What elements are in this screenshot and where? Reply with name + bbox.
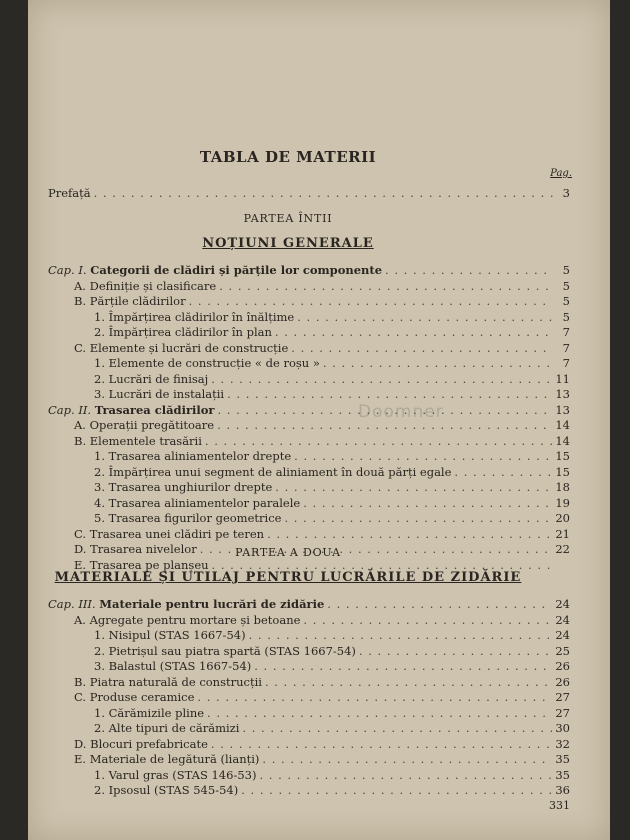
entry-page: 22	[555, 542, 570, 556]
entry-page: 32	[555, 736, 570, 751]
toc-entry	[48, 721, 570, 735]
entry-page: 20	[555, 511, 570, 525]
toc-entry	[48, 387, 570, 401]
entry-page: 24	[555, 612, 570, 627]
leader-dots	[275, 325, 553, 339]
toc-entry	[48, 356, 570, 370]
toc-entry	[48, 783, 570, 797]
toc-entry	[48, 434, 570, 448]
leader-dots	[217, 403, 552, 417]
entry-page: 5	[562, 278, 570, 293]
leader-dots	[323, 356, 553, 370]
toc-entry	[48, 613, 570, 627]
entry-page: 26	[555, 674, 570, 689]
toc-entry	[48, 341, 570, 355]
leader-dots	[200, 542, 553, 556]
leader-dots	[207, 706, 552, 720]
entry-title: D. Blocuri prefabricate	[74, 736, 208, 751]
entry-page: 11	[555, 371, 570, 386]
entry-title: C. Elemente și lucrări de construcție	[74, 340, 289, 355]
entry-page: 15	[555, 464, 570, 479]
entry-title: Prefață	[48, 186, 91, 200]
leader-dots	[359, 644, 552, 658]
part-one-label: PARTEA ÎNTII	[243, 212, 333, 225]
entry-page: 35	[555, 767, 570, 782]
entry-title: 2. Ipsosul (STAS 545-54)	[94, 783, 239, 797]
toc-entry	[48, 675, 570, 689]
toc-entry	[48, 690, 570, 704]
part-one-heading: NOȚIUNI GENERALE	[202, 236, 374, 251]
leader-dots	[259, 768, 552, 782]
entry-title	[48, 263, 382, 277]
entry-page: 19	[555, 495, 570, 510]
entry-title: 1. Elemente de construcție « de roșu »	[94, 356, 320, 370]
chapter-number: Cap. II.	[48, 402, 95, 417]
entry-title: 4. Trasarea aliniamentelor paralele	[94, 495, 301, 510]
leader-dots	[197, 690, 552, 704]
entry-title: 2. Pietrișul sau piatra spartă (STAS 1667-54)	[94, 643, 356, 658]
toc-entry	[48, 496, 570, 510]
leader-dots	[291, 341, 553, 355]
toc-entry	[48, 597, 570, 611]
entry-title: 3. Balastul (STAS 1667-54)	[94, 659, 252, 673]
entry-page: 14	[555, 433, 570, 448]
leader-dots	[189, 294, 553, 308]
entry-title: B. Părțile clădirilor	[74, 294, 186, 308]
entry-title: A. Agregate pentru mortare și betoane	[74, 612, 301, 627]
leader-dots	[254, 659, 552, 673]
toc-entry	[48, 768, 570, 782]
chapter-number: Cap. III.	[48, 597, 100, 611]
leader-dots	[262, 752, 552, 766]
entry-page: 24	[555, 597, 570, 611]
toc-entry	[48, 449, 570, 463]
entry-title: D. Trasarea nivelelor	[74, 542, 197, 556]
entry-title: 1. Cărămizile pline	[94, 705, 205, 720]
entry-title: B. Piatra naturală de construcții	[74, 674, 262, 689]
entry-page: 24	[555, 628, 570, 642]
leader-dots	[205, 434, 552, 448]
entry-title: 2. Lucrări de finisaj	[94, 371, 209, 386]
entry-page: 5	[562, 263, 570, 277]
chapter-title: Trasarea clădirilor	[94, 402, 215, 417]
entry-title: 1. Varul gras (STAS 146-53)	[94, 767, 257, 782]
toc-entry	[48, 480, 570, 494]
leader-dots	[265, 675, 552, 689]
page-title: TABLA DE MATERII	[199, 148, 377, 166]
leader-dots	[385, 263, 553, 277]
toc-entry	[48, 403, 570, 417]
leader-dots	[454, 465, 552, 479]
entry-page: 36	[555, 783, 570, 797]
entry-page: 25	[555, 643, 570, 658]
entry-title: 1. Nisipul (STAS 1667-54)	[94, 628, 246, 642]
entry-page: 7	[562, 325, 570, 339]
toc-entry	[48, 418, 570, 432]
toc-entry	[48, 542, 570, 556]
entry-title: 2. Împărțirea clădirilor în plan	[94, 325, 272, 339]
leader-dots	[241, 783, 552, 797]
leader-dots	[249, 628, 553, 642]
leader-dots	[211, 372, 552, 386]
entry-title: 3. Lucrări de instalații	[94, 387, 225, 401]
entry-title: 1. Împărțirea clădirilor în înălțime	[94, 309, 295, 324]
entry-page: 13	[555, 387, 570, 401]
leader-dots	[217, 418, 552, 432]
entry-page: 27	[555, 690, 570, 704]
entry-page: 30	[555, 721, 570, 735]
part-two-label: PARTEA A DOUA	[235, 546, 341, 559]
entry-title: B. Elementele trasării	[74, 433, 202, 448]
toc-entry	[48, 511, 570, 525]
toc-entry	[48, 294, 570, 308]
leader-dots	[275, 480, 552, 494]
entry-title: 2. Împărțirea unui segment de aliniament în două părți egale	[94, 464, 452, 479]
entry-page: 14	[555, 418, 570, 432]
entry-title: 5. Trasarea figurilor geometrice	[94, 511, 282, 525]
chapter-number: Cap. I.	[48, 263, 91, 277]
entry-page: 13	[555, 402, 570, 417]
leader-dots	[267, 527, 552, 541]
preface-entry	[48, 186, 570, 200]
leader-dots	[211, 737, 552, 751]
toc-entry	[48, 263, 570, 277]
entry-title: E. Materiale de legătură (lianți)	[74, 752, 260, 766]
entry-title: C. Trasarea unei clădiri pe teren	[74, 526, 265, 541]
entry-title	[48, 403, 214, 417]
entry-title: A. Operații pregătitoare	[74, 418, 215, 432]
watermark: Doomner	[358, 402, 444, 422]
leader-dots	[303, 496, 552, 510]
leader-dots	[242, 721, 552, 735]
entry-page: 35	[555, 752, 570, 766]
entry-title: 1. Trasarea aliniamentelor drepte	[94, 449, 292, 463]
entry-page: 15	[555, 449, 570, 463]
toc-entry	[48, 706, 570, 720]
chapter-title: Categorii de clădiri și părțile lor componente	[90, 263, 383, 277]
entry-page: 18	[555, 480, 570, 494]
entry-page: 3	[562, 186, 570, 200]
toc-entry	[48, 737, 570, 751]
entry-title: C. Produse ceramice	[74, 690, 195, 704]
toc-entry	[48, 372, 570, 386]
book-page	[28, 0, 610, 840]
leader-dots	[297, 310, 553, 324]
leader-dots	[94, 186, 553, 200]
entry-page: 7	[562, 356, 570, 370]
entry-page: 26	[555, 659, 570, 673]
entry-title: 3. Trasarea unghiurilor drepte	[94, 480, 273, 494]
chapter-title: Materiale pentru lucrări de zidărie	[99, 597, 325, 611]
toc-entry	[48, 325, 570, 339]
leader-dots	[219, 279, 553, 293]
toc-entry	[48, 279, 570, 293]
part-two-heading: MATERIALE ȘI UTILAJ PENTRU LUCRĂRILE DE ZIDĂRIE	[54, 570, 522, 585]
leader-dots	[212, 558, 553, 572]
entry-page: 21	[555, 526, 570, 541]
toc-entry	[48, 558, 570, 572]
page-column-label: Pag.	[550, 168, 572, 179]
entry-title: E. Trasarea pe planșeu	[74, 557, 209, 572]
toc-entry	[48, 310, 570, 324]
toc-entry	[48, 644, 570, 658]
leader-dots	[327, 597, 552, 611]
toc-entry	[48, 752, 570, 766]
entry-title: 2. Alte tipuri de cărămizi	[94, 721, 240, 735]
entry-page: 5	[562, 294, 570, 308]
entry-page: 7	[562, 340, 570, 355]
toc-entry	[48, 628, 570, 642]
entry-page: 5	[562, 309, 570, 324]
entry-title	[48, 597, 324, 611]
entry-title: A. Definiție și clasificare	[74, 278, 217, 293]
leader-dots	[294, 449, 552, 463]
entry-page: 27	[555, 705, 570, 720]
toc-entry	[48, 465, 570, 479]
leader-dots	[303, 613, 552, 627]
toc-entry	[48, 659, 570, 673]
toc-entry	[48, 527, 570, 541]
leader-dots	[284, 511, 552, 525]
leader-dots	[227, 387, 552, 401]
page-number: 331	[549, 799, 570, 812]
